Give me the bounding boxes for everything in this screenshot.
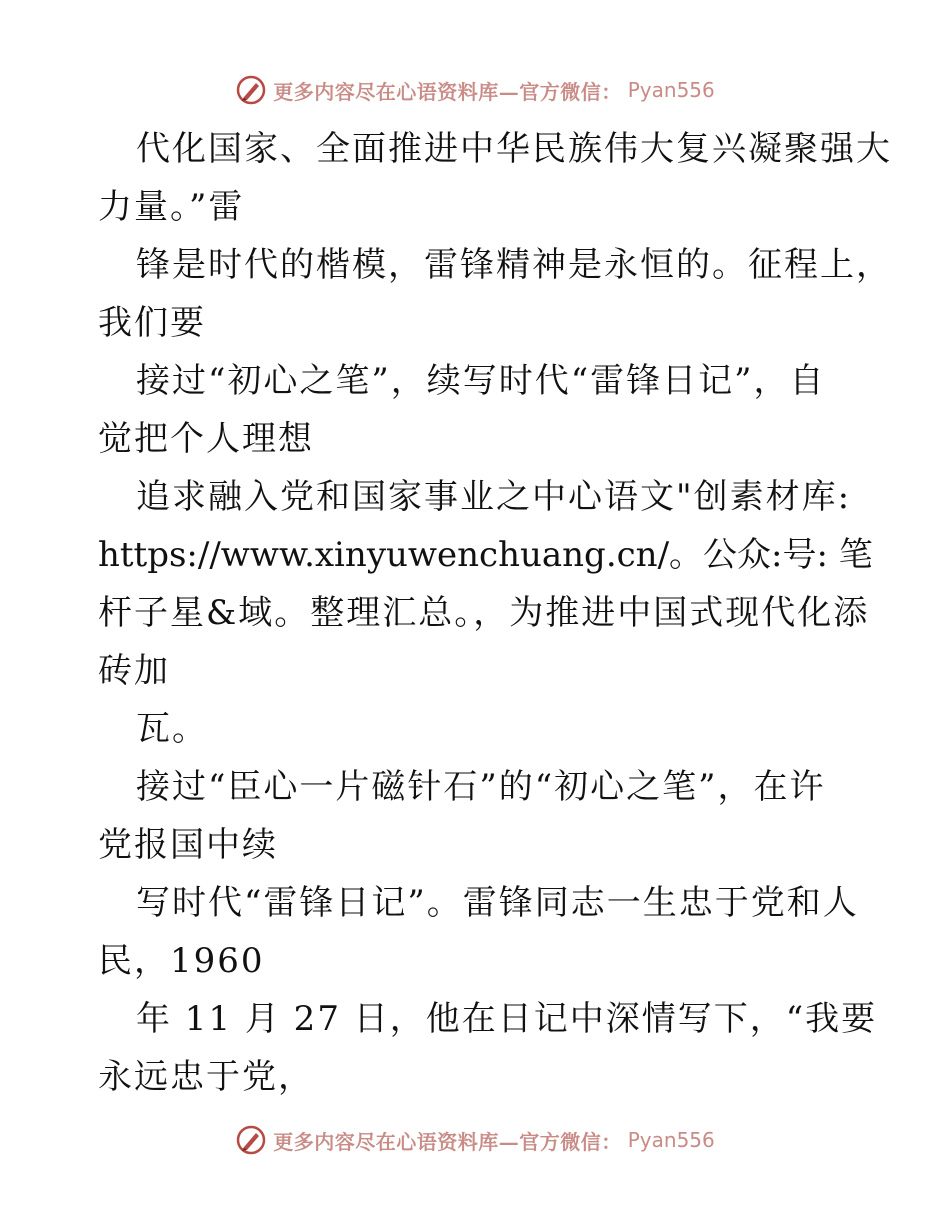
footer-banner [0, 1120, 950, 1160]
body-line: 接过“初心之笔”，续写时代“雷锋日记”，自 [136, 361, 826, 401]
body-line: 民，1960 [98, 941, 265, 981]
body-line: 力量。”雷 [98, 187, 245, 227]
pen-logo-icon [235, 74, 267, 106]
body-line: 觉把个人理想 [98, 419, 314, 459]
body-line: 永远忠于党， [98, 1057, 314, 1097]
body-line: 代化国家、全面推进中华民族伟大复兴凝聚强大 [136, 129, 892, 169]
body-line: 杆子星&域。整理汇总。，为推进中国式现代化添 [98, 593, 870, 633]
body-line: https://www.xinyuwenchuang.cn/。公众:号: 笔 [98, 535, 873, 575]
body-line: 写时代“雷锋日记”。雷锋同志一生忠于党和人 [136, 883, 859, 923]
body-line: 瓦。 [136, 709, 208, 749]
body-line: 追求融入党和国家事业之中心语文"创素材库: [136, 477, 852, 517]
footer-banner-text: 更多内容尽在心语资料库—官方微信： [273, 1129, 622, 1154]
footer-banner-contact: Pyan556 [627, 1128, 715, 1152]
header-banner-contact: Pyan556 [627, 78, 715, 102]
header-banner-text: 更多内容尽在心语资料库—官方微信： [273, 79, 622, 104]
body-line: 年 11 月 27 日，他在日记中深情写下，“我要 [136, 999, 878, 1039]
header-banner [0, 70, 950, 110]
body-line: 锋是时代的楷模，雷锋精神是永恒的。征程上， [136, 245, 892, 285]
body-line: 党报国中续 [98, 825, 278, 865]
body-line: 砖加 [98, 651, 170, 691]
document-body [98, 120, 892, 1106]
body-line: 我们要 [98, 303, 206, 343]
body-line: 接过“臣心一片磁针石”的“初心之笔”，在许 [136, 767, 826, 807]
pen-logo-icon [235, 1124, 267, 1156]
